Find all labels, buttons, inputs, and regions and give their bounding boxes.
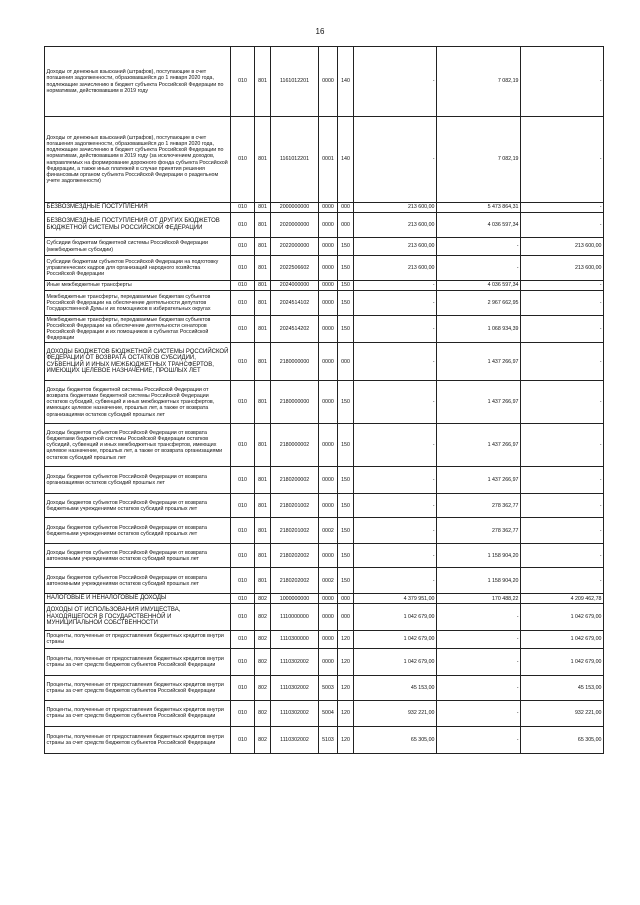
value-remainder-cell: -	[521, 494, 604, 518]
row-name-cell: Субсидии бюджетам субъектов Российской Федерации на подготовку управленческих кадров для организаций народного хозяйства Российской Федерации	[45, 256, 231, 281]
value-remainder-cell: -	[521, 47, 604, 117]
code-admin-cell: 010	[231, 494, 255, 518]
code-admin-cell: 010	[231, 343, 255, 381]
table-row	[45, 603, 604, 630]
code-kbk-cell: 2022000000	[271, 238, 319, 256]
code-kbk-cell: 2024514202	[271, 316, 319, 343]
code-kosgu-cell: 150	[338, 568, 354, 594]
code-admin-cell: 010	[231, 424, 255, 467]
code-chief-cell: 802	[255, 648, 271, 675]
code-kbk-cell: 2024000000	[271, 281, 319, 291]
row-name-cell: Доходы бюджетов субъектов Российской Федерации от возврата автономными учреждениями остатков субсидий прошлых лет	[45, 568, 231, 594]
value-plan-cell: 45 153,00	[354, 675, 437, 700]
value-remainder-cell: 45 153,00	[521, 675, 604, 700]
table-row	[45, 518, 604, 544]
code-chief-cell: 802	[255, 726, 271, 753]
code-sub-cell: 0000	[319, 494, 338, 518]
value-remainder-cell: 4 209 462,78	[521, 594, 604, 604]
code-admin-cell: 010	[231, 213, 255, 238]
code-kosgu-cell: 150	[338, 544, 354, 568]
code-chief-cell: 801	[255, 256, 271, 281]
code-admin-cell: 010	[231, 675, 255, 700]
code-chief-cell: 801	[255, 238, 271, 256]
code-chief-cell: 801	[255, 281, 271, 291]
value-fact-cell: -	[437, 648, 521, 675]
code-admin-cell: 010	[231, 316, 255, 343]
code-kosgu-cell: 000	[338, 594, 354, 604]
code-admin-cell: 010	[231, 281, 255, 291]
code-kbk-cell: 1110302002	[271, 648, 319, 675]
value-plan-cell: 213 600,00	[354, 213, 437, 238]
code-kbk-cell: 2180000000	[271, 381, 319, 424]
code-chief-cell: 801	[255, 544, 271, 568]
value-fact-cell: 2 967 662,95	[437, 291, 521, 316]
code-sub-cell: 0002	[319, 518, 338, 544]
code-sub-cell: 0000	[319, 630, 338, 648]
value-plan-cell: -	[354, 291, 437, 316]
value-fact-cell: 1 437 266,97	[437, 381, 521, 424]
value-remainder-cell: 1 042 679,00	[521, 630, 604, 648]
code-sub-cell: 0000	[319, 381, 338, 424]
value-fact-cell: 1 068 934,39	[437, 316, 521, 343]
code-chief-cell: 802	[255, 675, 271, 700]
code-sub-cell: 5003	[319, 675, 338, 700]
code-kosgu-cell: 000	[338, 343, 354, 381]
value-plan-cell: 1 042 679,00	[354, 603, 437, 630]
value-remainder-cell: 1 042 679,00	[521, 603, 604, 630]
value-fact-cell: 278 362,77	[437, 494, 521, 518]
code-kbk-cell: 2180202002	[271, 568, 319, 594]
code-chief-cell: 801	[255, 47, 271, 117]
code-sub-cell: 5103	[319, 726, 338, 753]
table-row	[45, 494, 604, 518]
value-fact-cell: 1 158 904,20	[437, 568, 521, 594]
code-sub-cell: 0000	[319, 256, 338, 281]
value-plan-cell: -	[354, 494, 437, 518]
code-admin-cell: 010	[231, 47, 255, 117]
value-plan-cell: -	[354, 424, 437, 467]
code-sub-cell: 0002	[319, 568, 338, 594]
value-fact-cell: 1 437 266,97	[437, 343, 521, 381]
code-kosgu-cell: 150	[338, 256, 354, 281]
code-kosgu-cell: 140	[338, 47, 354, 117]
code-chief-cell: 801	[255, 381, 271, 424]
value-remainder-cell: 213 600,00	[521, 256, 604, 281]
code-kbk-cell: 2000000000	[271, 203, 319, 213]
code-kosgu-cell: 120	[338, 648, 354, 675]
code-kbk-cell: 2022506602	[271, 256, 319, 281]
row-name-cell: Доходы бюджетов субъектов Российской Федерации от возврата автономными учреждениями остатков субсидий прошлых лет	[45, 544, 231, 568]
value-plan-cell: 932 221,00	[354, 700, 437, 726]
code-kosgu-cell: 150	[338, 316, 354, 343]
code-sub-cell: 0000	[319, 291, 338, 316]
value-plan-cell: 65 305,00	[354, 726, 437, 753]
code-kosgu-cell: 150	[338, 291, 354, 316]
row-name-cell: Доходы от денежных взысканий (штрафов), поступающие в счет погашения задолженности, образовавшейся до 1 января 2020 года, подлежащие зачислению в бюджет субъекта Российской Федерации по нормативам, действовавшим в 2019 году	[45, 47, 231, 117]
code-chief-cell: 801	[255, 291, 271, 316]
table-row	[45, 648, 604, 675]
value-remainder-cell: -	[521, 467, 604, 494]
code-admin-cell: 010	[231, 594, 255, 604]
row-name-cell: Проценты, полученные от предоставления бюджетных кредитов внутри страны за счет средств бюджетов субъектов Российской Федерации	[45, 726, 231, 753]
code-kosgu-cell: 000	[338, 603, 354, 630]
value-plan-cell: 1 042 679,00	[354, 630, 437, 648]
code-kbk-cell: 1110302002	[271, 700, 319, 726]
code-kosgu-cell: 000	[338, 203, 354, 213]
table-row	[45, 256, 604, 281]
code-kosgu-cell: 150	[338, 518, 354, 544]
value-remainder-cell: -	[521, 518, 604, 544]
row-name-cell: Субсидии бюджетам бюджетной системы Российской Федерации (межбюджетные субсидии)	[45, 238, 231, 256]
code-admin-cell: 010	[231, 518, 255, 544]
code-kbk-cell: 1000000000	[271, 594, 319, 604]
code-sub-cell: 0001	[319, 117, 338, 203]
code-kosgu-cell: 150	[338, 281, 354, 291]
row-name-cell: Доходы бюджетов субъектов Российской Федерации от возврата бюджетными учреждениями остатков субсидий прошлых лет	[45, 518, 231, 544]
code-chief-cell: 801	[255, 518, 271, 544]
table-row	[45, 47, 604, 117]
table-row	[45, 213, 604, 238]
code-kbk-cell: 2020000000	[271, 213, 319, 238]
value-plan-cell: 4 379 951,00	[354, 594, 437, 604]
value-remainder-cell: -	[521, 316, 604, 343]
row-name-cell: Межбюджетные трансферты, передаваемые бюджетам субъектов Российской Федерации на обеспечение деятельности сенаторов Российской Федерации и их помощников в субъектах Российской Федерации	[45, 316, 231, 343]
code-chief-cell: 801	[255, 424, 271, 467]
row-name-cell: Доходы бюджетов субъектов Российской Федерации от возврата организациями остатков субсидий прошлых лет	[45, 467, 231, 494]
code-kbk-cell: 2180201002	[271, 518, 319, 544]
code-sub-cell: 0000	[319, 213, 338, 238]
code-kbk-cell: 1161012201	[271, 47, 319, 117]
code-kosgu-cell: 150	[338, 381, 354, 424]
code-sub-cell: 5004	[319, 700, 338, 726]
value-fact-cell: -	[437, 630, 521, 648]
code-kosgu-cell: 120	[338, 675, 354, 700]
value-remainder-cell: -	[521, 203, 604, 213]
code-sub-cell: 0000	[319, 316, 338, 343]
code-admin-cell: 010	[231, 117, 255, 203]
value-plan-cell: -	[354, 281, 437, 291]
row-name-cell: Иные межбюджетные трансферты	[45, 281, 231, 291]
row-name-cell: Межбюджетные трансферты, передаваемые бюджетам субъектов Российской Федерации на обеспечение деятельности депутатов Государственной Думы и их помощников в избирательных округах	[45, 291, 231, 316]
code-admin-cell: 010	[231, 568, 255, 594]
value-plan-cell: -	[354, 381, 437, 424]
value-plan-cell: -	[354, 47, 437, 117]
table-row	[45, 726, 604, 753]
code-admin-cell: 010	[231, 700, 255, 726]
code-admin-cell: 010	[231, 381, 255, 424]
value-plan-cell: -	[354, 343, 437, 381]
value-remainder-cell: -	[521, 291, 604, 316]
table-row	[45, 203, 604, 213]
table-row	[45, 700, 604, 726]
value-plan-cell: 213 600,00	[354, 203, 437, 213]
code-sub-cell: 0000	[319, 203, 338, 213]
code-kbk-cell: 1110000000	[271, 603, 319, 630]
value-remainder-cell: 213 600,00	[521, 238, 604, 256]
row-name-cell: Проценты, полученные от предоставления бюджетных кредитов внутри страны за счет средств бюджетов субъектов Российской Федерации	[45, 700, 231, 726]
code-kbk-cell: 1110302002	[271, 675, 319, 700]
code-kbk-cell: 2180201002	[271, 494, 319, 518]
table-row	[45, 594, 604, 604]
code-admin-cell: 010	[231, 603, 255, 630]
value-remainder-cell: -	[521, 568, 604, 594]
code-kbk-cell: 1110300000	[271, 630, 319, 648]
code-admin-cell: 010	[231, 630, 255, 648]
value-remainder-cell: 1 042 679,00	[521, 648, 604, 675]
budget-table	[44, 46, 604, 754]
row-name-cell: Проценты, полученные от предоставления бюджетных кредитов внутри страны за счет средств бюджетов субъектов Российской Федерации	[45, 648, 231, 675]
code-kbk-cell: 2180202002	[271, 544, 319, 568]
row-name-cell: Проценты, полученные от предоставления бюджетных кредитов внутри страны за счет средств бюджетов субъектов Российской Федерации	[45, 675, 231, 700]
row-name-cell: НАЛОГОВЫЕ И НЕНАЛОГОВЫЕ ДОХОДЫ	[45, 594, 231, 604]
code-sub-cell: 0000	[319, 544, 338, 568]
row-name-cell: БЕЗВОЗМЕЗДНЫЕ ПОСТУПЛЕНИЯ	[45, 203, 231, 213]
code-admin-cell: 010	[231, 726, 255, 753]
row-name-cell: ДОХОДЫ БЮДЖЕТОВ БЮДЖЕТНОЙ СИСТЕМЫ РОССИЙСКОЙ ФЕДЕРАЦИИ ОТ ВОЗВРАТА ОСТАТКОВ СУБСИДИЙ, СУБВЕНЦИЙ И ИНЫХ МЕЖБЮДЖЕТНЫХ ТРАНСФЕРТОВ, ИМЕЮЩИХ ЦЕЛЕВОЕ НАЗНАЧЕНИЕ, ПРОШЛЫХ ЛЕТ	[45, 343, 231, 381]
value-fact-cell: 4 036 597,34	[437, 281, 521, 291]
code-kosgu-cell: 120	[338, 726, 354, 753]
code-admin-cell: 010	[231, 648, 255, 675]
table-row	[45, 117, 604, 203]
table-row	[45, 343, 604, 381]
code-sub-cell: 0000	[319, 594, 338, 604]
code-chief-cell: 802	[255, 603, 271, 630]
code-kosgu-cell: 150	[338, 424, 354, 467]
value-plan-cell: 213 600,00	[354, 238, 437, 256]
table-row	[45, 316, 604, 343]
page-number: 16	[315, 27, 325, 36]
code-admin-cell: 010	[231, 203, 255, 213]
value-plan-cell: -	[354, 568, 437, 594]
code-chief-cell: 801	[255, 203, 271, 213]
value-remainder-cell: -	[521, 213, 604, 238]
table-row	[45, 281, 604, 291]
code-kbk-cell: 1110302002	[271, 726, 319, 753]
value-plan-cell: -	[354, 544, 437, 568]
code-kosgu-cell: 120	[338, 630, 354, 648]
value-plan-cell: -	[354, 316, 437, 343]
code-chief-cell: 802	[255, 700, 271, 726]
code-chief-cell: 802	[255, 594, 271, 604]
code-admin-cell: 010	[231, 544, 255, 568]
value-fact-cell: -	[437, 256, 521, 281]
value-fact-cell: -	[437, 238, 521, 256]
value-fact-cell: 1 437 266,97	[437, 424, 521, 467]
code-chief-cell: 802	[255, 630, 271, 648]
code-sub-cell: 0000	[319, 467, 338, 494]
value-remainder-cell: -	[521, 117, 604, 203]
value-plan-cell: -	[354, 467, 437, 494]
table-row	[45, 424, 604, 467]
row-name-cell: Доходы от денежных взысканий (штрафов), поступающие в счет погашения задолженности, образовавшейся до 1 января 2020 года, подлежащие зачислению в бюджет субъекта Российской Федерации по нормативам, действовавшим в 2019 году (за исключением доходов, направляемых на формирование дорожного фонда субъекта Российской Федерации, а также иных платежей в случае принятия решения финансовым органом субъекта Российской Федерации о раздельном учете задолженности)	[45, 117, 231, 203]
code-sub-cell: 0000	[319, 47, 338, 117]
value-fact-cell: 4 036 597,34	[437, 213, 521, 238]
value-plan-cell: 1 042 679,00	[354, 648, 437, 675]
value-fact-cell: -	[437, 700, 521, 726]
value-remainder-cell: -	[521, 424, 604, 467]
code-kbk-cell: 2180000000	[271, 343, 319, 381]
value-fact-cell: -	[437, 675, 521, 700]
table-row	[45, 238, 604, 256]
code-kosgu-cell: 150	[338, 494, 354, 518]
value-remainder-cell: -	[521, 281, 604, 291]
code-chief-cell: 801	[255, 568, 271, 594]
row-name-cell: Проценты, полученные от предоставления бюджетных кредитов внутри страны	[45, 630, 231, 648]
code-chief-cell: 801	[255, 467, 271, 494]
code-sub-cell: 0000	[319, 343, 338, 381]
code-kbk-cell: 2024514102	[271, 291, 319, 316]
code-kbk-cell: 1161012201	[271, 117, 319, 203]
code-kosgu-cell: 150	[338, 238, 354, 256]
code-chief-cell: 801	[255, 316, 271, 343]
code-chief-cell: 801	[255, 213, 271, 238]
code-sub-cell: 0000	[319, 603, 338, 630]
value-fact-cell: -	[437, 603, 521, 630]
code-sub-cell: 0000	[319, 648, 338, 675]
value-fact-cell: -	[437, 726, 521, 753]
value-fact-cell: 1 158 904,20	[437, 544, 521, 568]
value-fact-cell: 7 082,19	[437, 47, 521, 117]
value-remainder-cell: -	[521, 544, 604, 568]
code-admin-cell: 010	[231, 238, 255, 256]
row-name-cell: Доходы бюджетов субъектов Российской Федерации от возврата бюджетными учреждениями остатков субсидий прошлых лет	[45, 494, 231, 518]
table-row	[45, 630, 604, 648]
table-row	[45, 467, 604, 494]
value-fact-cell: 7 082,19	[437, 117, 521, 203]
value-remainder-cell: -	[521, 343, 604, 381]
value-fact-cell: 170 488,22	[437, 594, 521, 604]
value-remainder-cell: -	[521, 381, 604, 424]
table-row	[45, 544, 604, 568]
code-chief-cell: 801	[255, 117, 271, 203]
code-sub-cell: 0000	[319, 281, 338, 291]
row-name-cell: Доходы бюджетов субъектов Российской Федерации от возврата бюджетами бюджетной системы Российской Федерации остатков субсидий, субвенций и иных межбюджетных трансфертов, имеющих целевое назначение, прошлых лет, а также от возврата организациями остатков субсидий прошлых лет	[45, 424, 231, 467]
table-row	[45, 381, 604, 424]
code-chief-cell: 801	[255, 343, 271, 381]
code-kosgu-cell: 000	[338, 213, 354, 238]
code-sub-cell: 0000	[319, 424, 338, 467]
code-admin-cell: 010	[231, 291, 255, 316]
code-admin-cell: 010	[231, 256, 255, 281]
value-fact-cell: 1 437 266,97	[437, 467, 521, 494]
value-remainder-cell: 65 305,00	[521, 726, 604, 753]
row-name-cell: ДОХОДЫ ОТ ИСПОЛЬЗОВАНИЯ ИМУЩЕСТВА, НАХОДЯЩЕГОСЯ В ГОСУДАРСТВЕННОЙ И МУНИЦИПАЛЬНОЙ СОБСТВЕННОСТИ	[45, 603, 231, 630]
table-row	[45, 568, 604, 594]
code-kbk-cell: 2180000002	[271, 424, 319, 467]
row-name-cell: БЕЗВОЗМЕЗДНЫЕ ПОСТУПЛЕНИЯ ОТ ДРУГИХ БЮДЖЕТОВ БЮДЖЕТНОЙ СИСТЕМЫ РОССИЙСКОЙ ФЕДЕРАЦИИ	[45, 213, 231, 238]
code-kbk-cell: 2180200002	[271, 467, 319, 494]
code-admin-cell: 010	[231, 467, 255, 494]
table-row	[45, 291, 604, 316]
row-name-cell: Доходы бюджетов бюджетной системы Российской Федерации от возврата бюджетами бюджетной системы Российской Федерации остатков субсидий, субвенций и иных межбюджетных трансфертов, имеющих целевое назначение, прошлых лет, а также от возврата организациями остатков субсидий прошлых лет	[45, 381, 231, 424]
value-fact-cell: 5 473 864,31	[437, 203, 521, 213]
value-remainder-cell: 932 221,00	[521, 700, 604, 726]
code-chief-cell: 801	[255, 494, 271, 518]
code-sub-cell: 0000	[319, 238, 338, 256]
code-kosgu-cell: 120	[338, 700, 354, 726]
value-plan-cell: 213 600,00	[354, 256, 437, 281]
value-fact-cell: 278 362,77	[437, 518, 521, 544]
value-plan-cell: -	[354, 117, 437, 203]
code-kosgu-cell: 140	[338, 117, 354, 203]
code-kosgu-cell: 150	[338, 467, 354, 494]
table-row	[45, 675, 604, 700]
value-plan-cell: -	[354, 518, 437, 544]
